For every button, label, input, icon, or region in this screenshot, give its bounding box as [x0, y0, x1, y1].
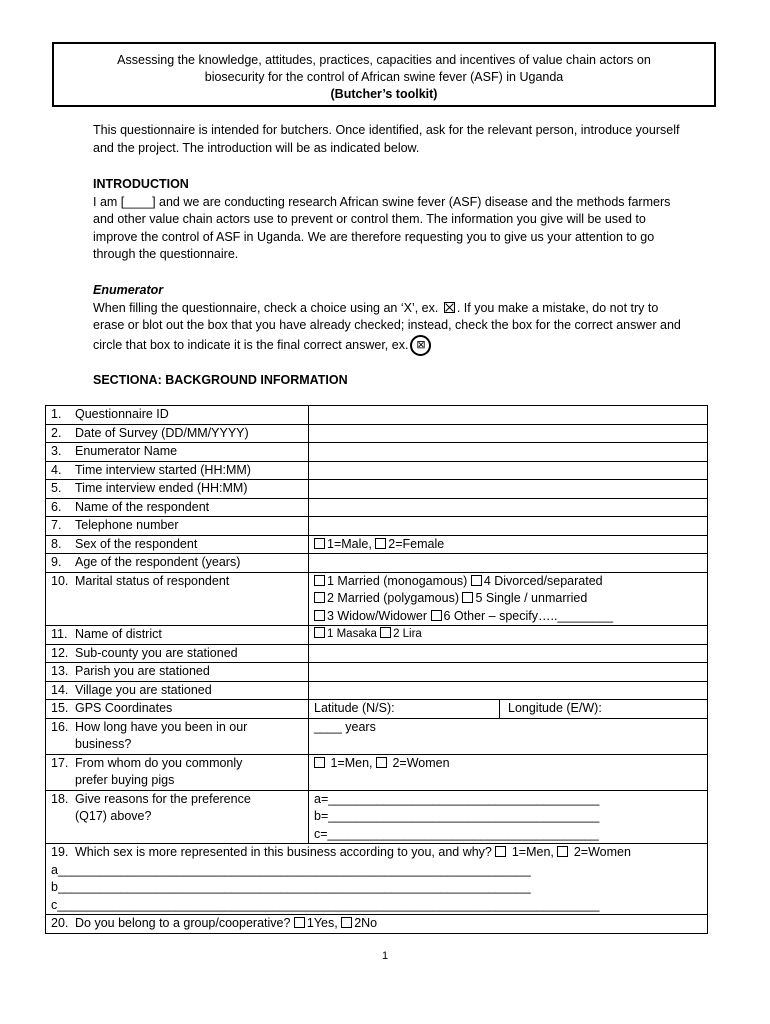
option-label: 5 Single / unmarried [475, 591, 588, 605]
question-number: 16. [51, 719, 69, 734]
option-label: 2=Women [389, 755, 450, 770]
table-row [46, 572, 708, 626]
question-label-cont: (Q17) above? [75, 809, 152, 823]
checkbox-men[interactable] [495, 846, 506, 857]
option-label: 2 Lira [393, 628, 422, 640]
table-row [46, 915, 708, 934]
longitude-field[interactable]: Longitude (E/W): [508, 701, 602, 715]
option-label: 2=Women [570, 845, 631, 859]
question-number: 4. [51, 462, 62, 477]
question-number: 17. [51, 755, 69, 770]
question-label: Do you belong to a group/cooperative? [75, 916, 294, 930]
question-label: Telephone number [75, 518, 179, 532]
question-label: Name of the respondent [75, 499, 210, 514]
introduction-body: I am [____] and we are conducting research African swine fever (ASF) disease and the methods farmers and other value chain actors use to prevent or control them. The information you give will be used to improve the control of ASF in Uganda. We are therefore requesting you to give us your attention to go through the questionnaire. [93, 194, 671, 261]
checkbox-yes[interactable] [294, 917, 305, 928]
question-number: 12. [51, 645, 69, 660]
option-label: 1 Married (monogamous) [327, 573, 471, 588]
question-label: Give reasons for the preference [75, 791, 251, 806]
answer-cell[interactable] [309, 406, 708, 425]
table-row [46, 626, 708, 645]
question-number: 3. [51, 444, 62, 458]
table-row [46, 681, 708, 700]
table-row [46, 424, 708, 443]
checkbox-women[interactable] [376, 757, 387, 768]
answer-cell[interactable] [309, 498, 708, 517]
question-label-cont: prefer buying pigs [75, 773, 175, 787]
table-row [46, 480, 708, 499]
question-number: 5. [51, 481, 62, 495]
option-label: 6 Other – specify…..________ [443, 608, 614, 623]
title-line-3: (Butcher’s toolkit) [330, 87, 438, 101]
table-row [46, 517, 708, 536]
question-number: 14. [51, 682, 69, 697]
question-label: From whom do you commonly [75, 755, 243, 770]
question-number: 11. [51, 627, 68, 641]
question-number: 8. [51, 536, 62, 551]
question-number: 13. [51, 664, 69, 678]
answer-cell [309, 535, 708, 554]
option-label: 2 Married (polygamous) [327, 591, 463, 605]
enumerator-block [93, 282, 693, 356]
checkbox-men[interactable] [314, 757, 325, 768]
section-heading: SECTIONA: BACKGROUND INFORMATION [93, 373, 348, 387]
table-row [46, 790, 708, 844]
option-label: 2=Female [388, 536, 445, 551]
reason-a-line[interactable]: a=_______________________________________ [314, 791, 600, 806]
checkbox-married-polygamous[interactable] [314, 592, 325, 603]
checkbox-lira[interactable] [380, 627, 391, 638]
option-label: 1Yes, [306, 916, 342, 930]
intro-text: This questionnaire is intended for butchers. Once identified, ask for the relevant person, introduce yourself and the project. The introduction will be as indicated below. [93, 123, 680, 155]
checkbox-widow[interactable] [314, 610, 325, 621]
checkbox-single[interactable] [462, 592, 473, 603]
question-label: Time interview ended (HH:MM) [75, 481, 248, 495]
answer-cell [309, 754, 708, 790]
option-label: 3 Widow/Widower [327, 608, 431, 623]
latitude-field[interactable]: Latitude (N/S): [309, 700, 500, 718]
question-label: Age of the respondent (years) [75, 555, 241, 569]
answer-cell[interactable]: ____ years [309, 718, 708, 754]
checkbox-other[interactable] [431, 610, 442, 621]
answer-cell [309, 790, 708, 844]
question-label: How long have you been in our [75, 719, 248, 734]
table-row [46, 663, 708, 682]
checkbox-female[interactable] [375, 538, 386, 549]
answer-cell[interactable] [309, 554, 708, 573]
table-row [46, 554, 708, 573]
answer-cell[interactable] [309, 461, 708, 480]
enumerator-body-b: . If you make a mistake, do not try to erase or blot out the box that you have already checked; instead, check the box for the correct answer and circle that box to indicate it is the final correct answer, ex. [93, 300, 681, 352]
answer-cell[interactable] [309, 443, 708, 462]
title-box [52, 42, 716, 107]
question-number: 19. [51, 845, 69, 859]
option-label: 2No [354, 916, 378, 930]
circled-checked-box-icon: ⊠ [410, 335, 431, 356]
background-table [45, 405, 708, 934]
question-number: 1. [51, 407, 62, 421]
table-row [46, 644, 708, 663]
checked-box-icon [444, 302, 455, 313]
table-row [46, 718, 708, 754]
reason-b-line[interactable]: b=_______________________________________ [314, 809, 600, 823]
checkbox-women[interactable] [557, 846, 568, 857]
option-label: 1=Men, [327, 755, 376, 770]
option-label: 4 Divorced/separated [483, 573, 603, 588]
checkbox-male[interactable] [314, 538, 325, 549]
question-label: Sub-county you are stationed [75, 645, 238, 660]
question-label: Parish you are stationed [75, 664, 210, 678]
table-row [46, 406, 708, 425]
question-number: 6. [51, 499, 62, 514]
enumerator-body-a: When filling the questionnaire, check a choice using an ‘X’, ex. [93, 300, 439, 315]
enumerator-body [93, 300, 693, 356]
table-row [46, 700, 708, 719]
answer-cell[interactable] [309, 424, 708, 443]
option-label: 1=Male, [327, 536, 376, 551]
question-number: 18. [51, 791, 69, 806]
table-row [46, 844, 708, 915]
answer-cell[interactable] [309, 480, 708, 499]
question-number: 7. [51, 518, 62, 532]
option-label: 1 Masaka [327, 628, 381, 640]
checkbox-no[interactable] [341, 917, 352, 928]
question-label: Name of district [75, 627, 162, 641]
question-number: 10. [51, 573, 69, 588]
page-number: 1 [381, 950, 389, 962]
why-c-line[interactable]: c______________________________________________________________________________ [51, 897, 600, 912]
question-number: 20. [51, 916, 69, 930]
answer-cell[interactable] [309, 663, 708, 682]
table-row [46, 498, 708, 517]
introduction-block [93, 176, 693, 264]
question-label: Enumerator Name [75, 444, 178, 458]
answer-cell [309, 572, 708, 626]
introduction-heading: INTRODUCTION [93, 177, 189, 191]
table-row [46, 535, 708, 554]
question-label: Village you are stationed [75, 682, 212, 697]
question-label-cont: business? [75, 737, 132, 751]
question-label: Date of Survey (DD/MM/YYYY) [75, 425, 249, 440]
answer-cell[interactable] [309, 681, 708, 700]
question-label: Which sex is more represented in this business according to you, and why? [75, 845, 492, 859]
question-label: Time interview started (HH:MM) [75, 462, 251, 477]
enumerator-heading: Enumerator [93, 283, 164, 297]
table-row [46, 443, 708, 462]
title-line-2: biosecurity for the control of African swine fever (ASF) in Uganda [204, 70, 564, 84]
checkbox-divorced[interactable] [471, 575, 482, 586]
question-label: Sex of the respondent [75, 536, 198, 551]
table-row [46, 461, 708, 480]
checkbox-masaka[interactable] [314, 627, 325, 638]
question-label: GPS Coordinates [75, 701, 173, 715]
question-number: 2. [51, 425, 62, 440]
question-label: Questionnaire ID [75, 407, 169, 421]
answer-cell[interactable] [309, 517, 708, 536]
checkbox-married-monogamous[interactable] [314, 575, 325, 586]
question-number: 15. [51, 701, 69, 715]
why-b-line[interactable]: b____________________________________________________________________ [51, 880, 531, 894]
answer-cell[interactable] [309, 644, 708, 663]
question-label: Marital status of respondent [75, 573, 230, 588]
answer-cell [309, 700, 708, 719]
question-number: 9. [51, 555, 62, 569]
reason-c-line[interactable]: c=_______________________________________ [314, 826, 599, 841]
option-label: 1=Men, [508, 845, 558, 859]
title-line-1: Assessing the knowledge, attitudes, practices, capacities and incentives of value chain actors on [117, 53, 651, 67]
answer-cell [309, 626, 708, 645]
why-a-line[interactable]: a____________________________________________________________________ [51, 862, 531, 877]
table-row [46, 754, 708, 790]
